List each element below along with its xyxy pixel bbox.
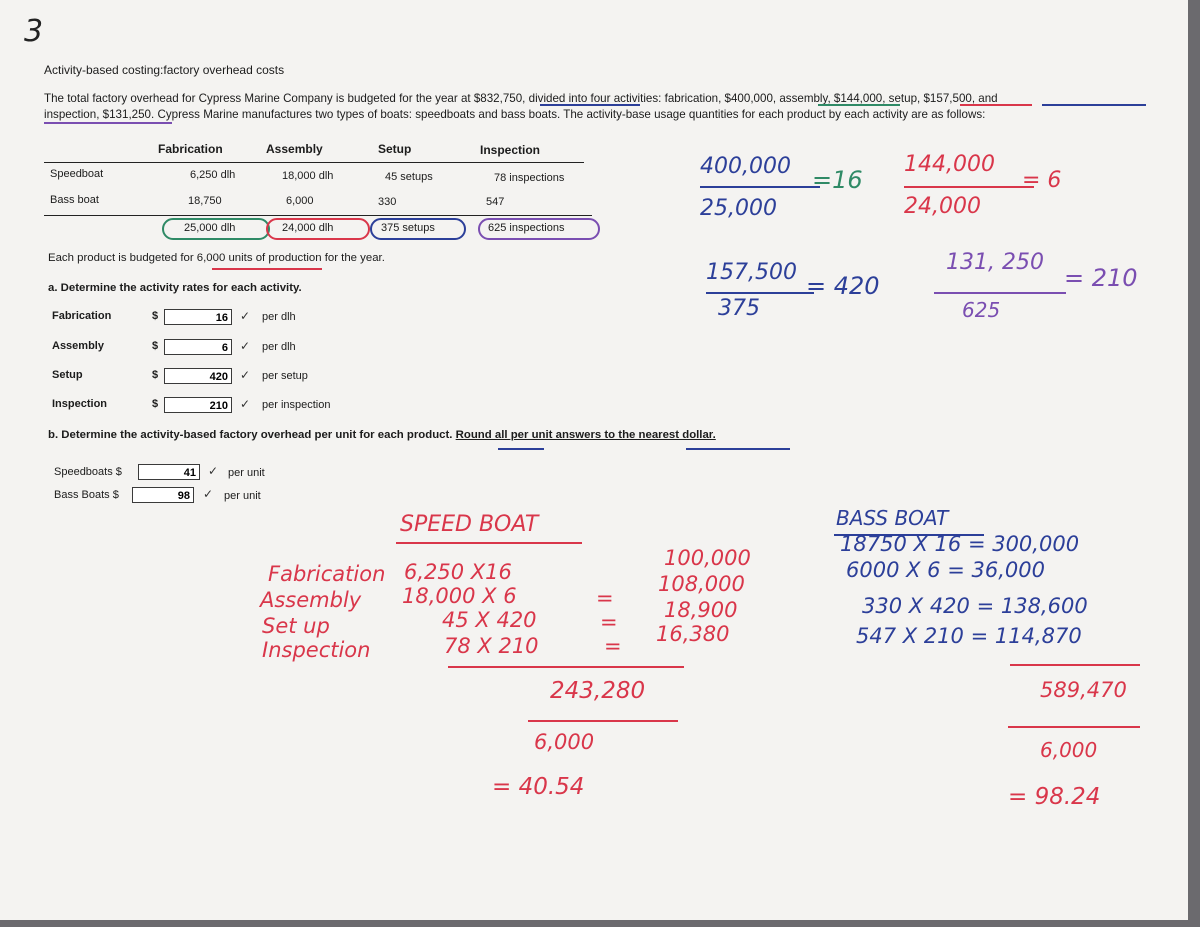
check-icon: ✓ <box>203 487 214 501</box>
hw-insp-fraction-bar <box>934 292 1066 294</box>
hw-asm-denominator: 24,000 <box>904 194 981 219</box>
hw-bassboat-line-assembly: 6000 X 6 = 36,000 <box>846 558 1045 582</box>
check-icon: ✓ <box>240 309 251 323</box>
hw-speedboat-total: 243,280 <box>550 678 646 704</box>
currency-fabrication: $ <box>152 310 159 322</box>
rate-unit-fabrication: per dlh <box>262 311 296 323</box>
hw-bassboat-answer: = 98.24 <box>1008 784 1101 810</box>
rate-unit-assembly: per dlh <box>262 341 296 353</box>
check-icon: ✓ <box>208 464 219 478</box>
cell-bassboat-assembly: 6,000 <box>286 195 314 207</box>
hw-speedboat-label-setup: Set up <box>262 614 330 638</box>
hw-equals: = <box>604 634 622 658</box>
hw-setup-numerator: 157,500 <box>706 260 797 285</box>
currency-inspection: $ <box>152 398 159 410</box>
header-inspection: Inspection <box>480 143 541 157</box>
hw-speedboat-result-inspection: 16,380 <box>656 622 730 646</box>
row-label-bassboat: Bass boat <box>50 194 99 206</box>
hw-speedboat-divide-rule <box>528 720 678 722</box>
per-unit-speedboats: per unit <box>228 467 265 479</box>
hw-asm-fraction-bar <box>904 186 1034 188</box>
hw-speedboat-result-assembly: 108,000 <box>658 572 745 596</box>
hw-bassboat-line-setup: 330 X 420 = 138,600 <box>862 594 1088 618</box>
hw-bassboat-title: BASS BOAT <box>836 506 949 530</box>
currency-assembly: $ <box>152 340 159 352</box>
per-unit-label-bassboats: Bass Boats $ <box>54 489 119 501</box>
rate-label-inspection: Inspection <box>52 398 108 410</box>
total-fabrication: 25,000 dlh <box>184 222 236 234</box>
per-unit-input-speedboats[interactable]: 41 <box>138 464 200 480</box>
total-setup: 375 setups <box>381 222 435 234</box>
hw-bassboat-divisor: 6,000 <box>1040 738 1098 762</box>
underline-nearest-dollar <box>686 448 790 450</box>
part-b-prompt-text: b. Determine the activity-based factory overhead per unit for each product. <box>48 429 453 441</box>
intro-line-2: inspection, $131,250. Cypress Marine manufactures two types of boats: speedboats and bass boats. The activity-base usage quantities for each product by each activity are as follows: <box>44 108 986 121</box>
total-inspection: 625 inspections <box>488 222 565 234</box>
hw-speedboat-divisor: 6,000 <box>534 730 595 754</box>
hw-speedboat-expr-fabrication: 6,250 X16 <box>404 560 512 584</box>
hw-speedboat-expr-assembly: 18,000 X 6 <box>402 584 517 608</box>
per-unit-bassboats: per unit <box>224 490 261 502</box>
hw-speedboat-sum-rule <box>448 666 684 668</box>
cell-bassboat-fabrication: 18,750 <box>188 195 222 207</box>
hw-bassboat-line-fabrication: 18750 X 16 = 300,000 <box>840 532 1080 556</box>
hw-fab-fraction-bar <box>700 186 820 188</box>
hw-bassboat-divide-rule <box>1008 726 1140 728</box>
page-number: 3 <box>24 14 44 49</box>
underline-assembly <box>960 104 1032 106</box>
hw-bassboat-total: 589,470 <box>1040 678 1127 702</box>
cell-speedboat-setup: 45 setups <box>385 171 433 183</box>
rate-input-inspection[interactable]: 210 <box>164 397 232 413</box>
hw-setup-result: = 420 <box>806 272 880 300</box>
hw-asm-result: = 6 <box>1022 168 1062 193</box>
row-label-speedboat: Speedboat <box>50 168 104 180</box>
part-a-prompt: a. Determine the activity rates for each activity. <box>48 282 302 294</box>
underline-inspection <box>44 122 172 124</box>
units-note: Each product is budgeted for 6,000 units of production for the year. <box>48 252 385 264</box>
header-fabrication: Fabrication <box>158 142 223 156</box>
rate-label-assembly: Assembly <box>52 340 104 352</box>
hw-speedboat-result-setup: 18,900 <box>664 598 738 622</box>
cell-speedboat-inspection: 78 inspections <box>494 172 565 184</box>
problem-title: Activity-based costing:factory overhead costs <box>44 63 285 77</box>
check-icon: ✓ <box>240 339 251 353</box>
table-total-rule <box>44 215 592 216</box>
hw-speedboat-label-inspection: Inspection <box>262 638 371 662</box>
header-setup: Setup <box>378 142 412 156</box>
currency-setup: $ <box>152 369 159 381</box>
hw-fab-result: =16 <box>812 166 863 194</box>
per-unit-input-bassboats[interactable]: 98 <box>132 487 194 503</box>
underline-setup <box>1042 104 1146 106</box>
rate-unit-inspection: per inspection <box>262 399 331 411</box>
hw-fab-numerator: 400,000 <box>700 154 791 179</box>
hw-fab-denominator: 25,000 <box>700 196 777 221</box>
hw-bassboat-line-inspection: 547 X 210 = 114,870 <box>856 624 1082 648</box>
per-unit-label-speedboats: Speedboats $ <box>54 466 122 478</box>
hw-insp-denominator: 625 <box>962 298 1001 322</box>
rate-unit-setup: per setup <box>262 370 308 382</box>
hw-setup-denominator: 375 <box>718 296 760 321</box>
rate-label-setup: Setup <box>52 369 83 381</box>
rate-input-setup[interactable]: 420 <box>164 368 232 384</box>
part-b-prompt <box>48 429 716 441</box>
hw-setup-fraction-bar <box>706 292 814 294</box>
hw-speedboat-result-fabrication: 100,000 <box>664 546 751 570</box>
hw-insp-result: = 210 <box>1064 264 1138 292</box>
part-b-rounding-note: Round all per unit answers to the nearest dollar. <box>455 429 716 441</box>
underline-total <box>540 104 640 106</box>
hw-equals: = <box>596 586 614 610</box>
check-icon: ✓ <box>240 368 251 382</box>
cell-bassboat-inspection: 547 <box>486 196 505 208</box>
rate-input-fabrication[interactable]: 16 <box>164 309 232 325</box>
intro-line-1: The total factory overhead for Cypress Marine Company is budgeted for the year at $832,750, divided into four activities: fabrication, $400,000, assembly, $144,000, setup, $157,500, and <box>44 92 998 105</box>
hw-speedboat-answer: = 40.54 <box>492 774 585 800</box>
cell-speedboat-assembly: 18,000 dlh <box>282 170 334 182</box>
hw-speedboat-title-underline <box>396 542 582 544</box>
total-assembly: 24,000 dlh <box>282 222 334 234</box>
hw-speedboat-label-assembly: Assembly <box>260 588 362 612</box>
cell-bassboat-setup: 330 <box>378 196 397 208</box>
hw-speedboat-expr-setup: 45 X 420 <box>442 608 537 632</box>
hw-asm-numerator: 144,000 <box>904 152 995 177</box>
hw-speedboat-label-fabrication: Fabrication <box>268 562 386 586</box>
hw-speedboat-expr-inspection: 78 X 210 <box>444 634 539 658</box>
cell-speedboat-fabrication: 6,250 dlh <box>190 169 236 181</box>
table-header-rule <box>44 162 584 163</box>
hw-equals: = <box>600 610 618 634</box>
header-assembly: Assembly <box>266 142 323 156</box>
underline-fabrication <box>818 104 900 106</box>
rate-input-assembly[interactable]: 6 <box>164 339 232 355</box>
hw-insp-numerator: 131, 250 <box>946 250 1044 275</box>
underline-round-all <box>498 448 544 450</box>
rate-label-fabrication: Fabrication <box>52 310 112 322</box>
underline-units <box>212 268 322 270</box>
hw-speedboat-title: SPEED BOAT <box>400 512 539 537</box>
check-icon: ✓ <box>240 397 251 411</box>
hw-bassboat-sum-rule <box>1010 664 1140 666</box>
